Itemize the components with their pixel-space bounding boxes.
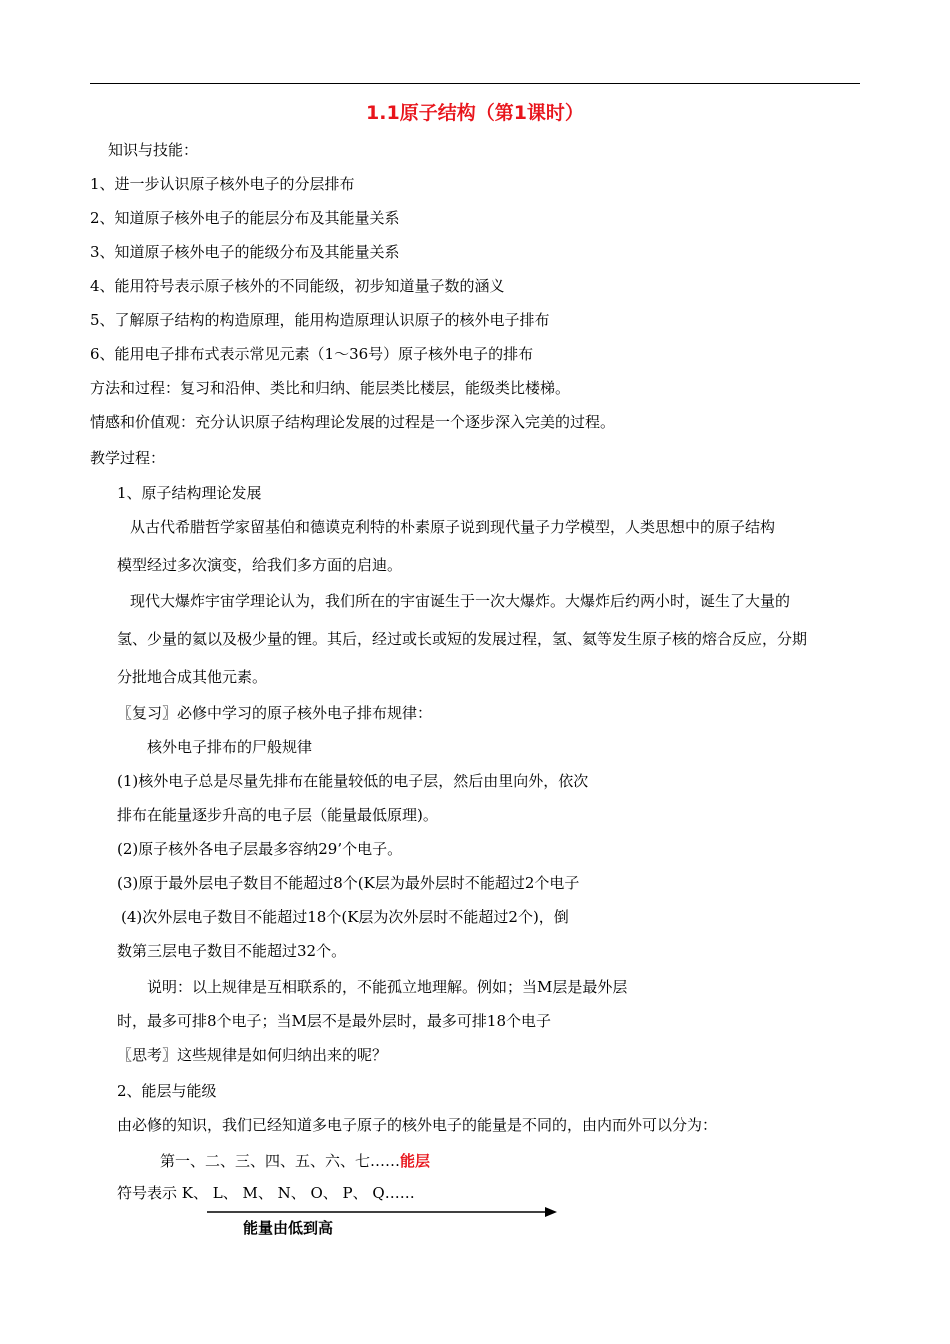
page-title: 1.1原子结构（第1课时） — [366, 102, 584, 124]
rule-4-line2: 数第三层电子数目不能超过32个。 — [117, 942, 347, 960]
objective-3: 3、知道原子核外电子的能级分布及其能量关系 — [90, 243, 400, 261]
section1-p1-line2: 模型经过多次演变，给我们多方面的启迪。 — [117, 556, 403, 574]
symbols-line: 符号表示 K、 L、 M、 N、 O、 P、 Q…… — [117, 1184, 415, 1202]
rule-1-line1: (1)核外电子总是尽量先排布在能量较低的电子层，然后由里向外，依次 — [117, 772, 589, 790]
process-heading: 教学过程： — [90, 449, 166, 467]
arrow-label: 能量由低到高 — [243, 1219, 334, 1237]
energy-layers-line — [160, 1151, 430, 1171]
rule-3: (3)原于最外层电子数目不能超过8个(K层为最外层时不能超过2个电子 — [117, 874, 580, 892]
section1-p2-line1: 现代大爆炸宇宙学理论认为，我们所在的宇宙诞生于一次大爆炸。大爆炸后约两小时，诞生了大量的 — [130, 592, 791, 610]
note-line2: 时，最多可排8个电子；当M层不是最外层时，最多可排18个电子 — [117, 1012, 551, 1030]
note-line1: 说明：以上规律是互相联系的，不能孤立地理解。例如；当M层是最外层 — [147, 978, 628, 996]
section2-intro: 由必修的知识，我们已经知道多电子原子的核外电子的能量是不同的，由内而外可以分为： — [117, 1116, 718, 1134]
rule-1-line2: 排布在能量逐步升高的电子层（能量最低原理)。 — [117, 806, 438, 824]
header-rule — [90, 83, 860, 84]
method-line: 方法和过程：复习和沿伸、类比和归纳、能层类比楼层，能级类比楼梯。 — [90, 379, 571, 397]
layers-prefix: 第一、二、三、四、五、六、七…… — [160, 1152, 401, 1170]
rule-4-line1: (4)次外层电子数目不能超过18个(K层为次外层时不能超过2个)，倒 — [121, 908, 569, 926]
emotion-line: 情感和价值观：充分认识原子结构理论发展的过程是一个逐步深入完美的过程。 — [90, 413, 616, 431]
section1-p2-line3: 分批地合成其他元素。 — [117, 668, 268, 686]
review-subheading: 核外电子排布的尸般规律 — [147, 738, 313, 756]
objective-4: 4、能用符号表示原子核外的不同能级，初步知道量子数的涵义 — [90, 277, 505, 295]
section2-heading: 2、能层与能级 — [117, 1082, 217, 1100]
review-heading: 〖复习〗必修中学习的原子核外电子排布规律： — [117, 704, 433, 722]
energy-arrow-icon — [207, 1206, 557, 1218]
objective-1: 1、进一步认识原子核外电子的分层排布 — [90, 175, 355, 193]
rule-2: (2)原子核外各电子层最多容纳29’个电子。 — [117, 840, 403, 858]
objective-6: 6、能用电子排布式表示常见元素（1～36号）原子核外电子的排布 — [90, 345, 534, 363]
layers-label: 能层 — [400, 1152, 431, 1170]
section1-heading: 1、原子结构理论发展 — [117, 484, 262, 502]
section1-p2-line2: 氢、少量的氦以及极少量的锂。其后，经过或长或短的发展过程，氢、氦等发生原子核的熔合反应，分期 — [117, 630, 808, 648]
think-line: 〖思考〗这些规律是如何归纳出来的呢？ — [117, 1046, 388, 1064]
section1-p1-line1: 从古代希腊哲学家留基伯和德谟克利特的朴素原子说到现代量子力学模型，人类思想中的原子结构 — [130, 518, 776, 536]
objective-5: 5、了解原子结构的构造原理，能用构造原理认识原子的核外电子排布 — [90, 311, 550, 329]
objective-2: 2、知道原子核外电子的能层分布及其能量关系 — [90, 209, 400, 227]
objectives-heading: 知识与技能： — [108, 141, 199, 159]
